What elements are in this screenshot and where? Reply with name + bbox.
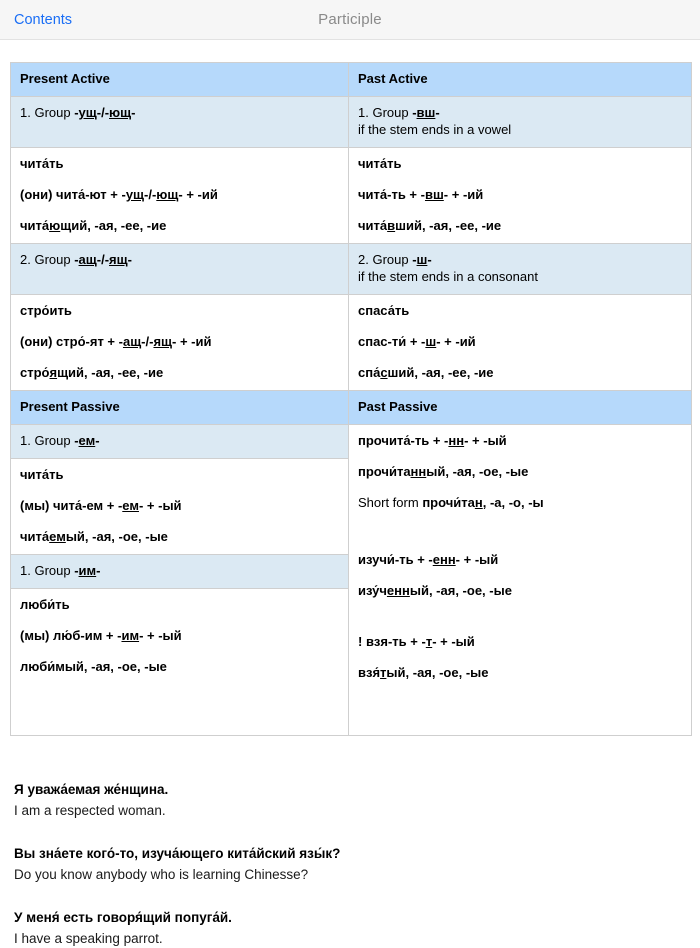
group-label-text: 2. Group -ш- — [358, 252, 432, 267]
infinitive: люби́ть — [20, 597, 70, 612]
table-row — [11, 295, 692, 391]
infinitive: чита́ть — [20, 467, 64, 482]
group-label-text: 1. Group -вш- — [358, 105, 440, 120]
result: чита́емый, -ая, -ое, -ые — [20, 529, 168, 544]
header-present-active: Present Active — [11, 63, 349, 97]
formula-1: прочита́-ть + -нн- + -ый — [358, 433, 507, 448]
formula: (мы) чита́-ем + -ем- + -ый — [20, 498, 182, 513]
example-english: I have a speaking parrot. — [14, 931, 163, 946]
participle-table — [10, 62, 692, 736]
formula-3: ! взя-ть + -т- + -ый — [358, 634, 475, 649]
table-row — [11, 63, 692, 97]
short-form-1 — [358, 494, 682, 511]
result: стро́ящий, -ая, -ее, -ие — [20, 365, 164, 380]
present-active-group2-label — [11, 244, 349, 295]
past-active-group2-label — [349, 244, 692, 295]
contents-link[interactable]: Contents — [14, 12, 73, 28]
formula-2: изучи́-ть + -енн- + -ый — [358, 552, 499, 567]
result-1: прочи́танный, -ая, -ое, -ые — [358, 464, 529, 479]
table-row — [11, 244, 692, 295]
table-row — [11, 391, 692, 425]
example-block — [14, 780, 700, 820]
infinitive: спаса́ть — [358, 303, 410, 318]
example-russian: Вы зна́ете кого́-то, изуча́ющего кита́йский язы́к? — [14, 846, 341, 861]
result-3: взя́тый, -ая, -ое, -ые — [358, 665, 489, 680]
formula: (мы) лю́б-им + -им- + -ый — [20, 628, 182, 643]
present-passive-group2-label: 1. Group -им- — [11, 555, 349, 589]
header-present-passive: Present Passive — [11, 391, 349, 425]
infinitive: чита́ть — [20, 156, 64, 171]
group-note-text: if the stem ends in a consonant — [358, 269, 538, 284]
header-past-active: Past Active — [349, 63, 692, 97]
example-russian: Я уважа́емая же́нщина. — [14, 782, 169, 797]
example-block — [14, 844, 700, 884]
participle-table-wrap — [10, 62, 691, 736]
formula: чита́-ть + -вш- + -ий — [358, 187, 484, 202]
result: люби́мый, -ая, -ое, -ые — [20, 659, 167, 674]
table-row — [11, 148, 692, 244]
past-active-group2-body — [349, 295, 692, 391]
past-active-group1-body — [349, 148, 692, 244]
present-passive-group1-body — [11, 459, 349, 555]
present-active-group1-label — [11, 97, 349, 148]
present-active-group1-body — [11, 148, 349, 244]
past-active-group1-label — [349, 97, 692, 148]
header-past-passive: Past Passive — [349, 391, 692, 425]
table-row — [11, 425, 692, 459]
formula: (они) чита́-ют + -ущ-/-ющ- + -ий — [20, 187, 218, 202]
group-label-text: 2. Group -ащ-/-ящ- — [20, 252, 132, 267]
short-form-label: Short form — [358, 495, 419, 510]
example-english: Do you know anybody who is learning Chinesse? — [14, 867, 309, 882]
table-row — [11, 97, 692, 148]
group-label-text: 1. Group -ущ-/-ющ- — [20, 105, 136, 120]
present-passive-group2-body — [11, 589, 349, 736]
page-title: Participle — [318, 11, 382, 28]
past-passive-body — [349, 425, 692, 736]
short-form-value: прочи́тан, -а, -о, -ы — [422, 495, 544, 510]
result: спа́сший, -ая, -ее, -ие — [358, 365, 494, 380]
top-bar — [0, 0, 700, 40]
formula: (они) стро́-ят + -ащ-/-ящ- + -ий — [20, 334, 212, 349]
group-note-text: if the stem ends in a vowel — [358, 122, 512, 137]
result: чита́вший, -ая, -ее, -ие — [358, 218, 502, 233]
example-russian: У меня́ есть говоря́щий попуга́й. — [14, 910, 232, 925]
example-block — [14, 908, 700, 948]
example-english: I am a respected woman. — [14, 803, 166, 818]
formula: спас-ти́ + -ш- + -ий — [358, 334, 476, 349]
examples-section — [14, 780, 700, 948]
result: чита́ющий, -ая, -ее, -ие — [20, 218, 167, 233]
result-2: изу́ченный, -ая, -ое, -ые — [358, 583, 512, 598]
present-passive-group1-label: 1. Group -ем- — [11, 425, 349, 459]
infinitive: чита́ть — [358, 156, 402, 171]
infinitive: стро́ить — [20, 303, 72, 318]
present-active-group2-body — [11, 295, 349, 391]
